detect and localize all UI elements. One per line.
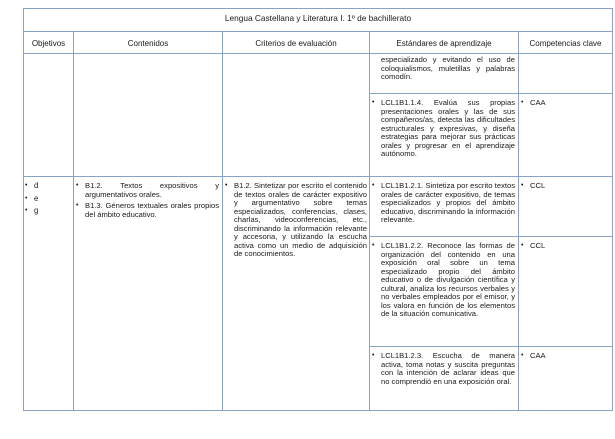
table-border-top: [23, 8, 612, 9]
bullet-icon: •: [372, 352, 375, 359]
bullet-icon: •: [25, 194, 28, 202]
standard-item: [372, 182, 515, 228]
standard-item: [372, 242, 515, 322]
bullet-icon: •: [372, 242, 375, 249]
column-divider: [222, 31, 223, 411]
standard-item: [372, 352, 515, 389]
competence-item: [521, 99, 611, 111]
table-border-bottom: [23, 410, 612, 411]
content-item: B1.2. Textos expositivos y argumentativos orales.: [85, 182, 219, 199]
header-criterios: Criterios de evaluación: [255, 39, 337, 48]
criterion-item: [225, 182, 367, 262]
header-row-divider: [23, 53, 612, 54]
bullet-icon: •: [521, 242, 524, 249]
bullet-icon: •: [521, 182, 524, 189]
competence-item: [521, 182, 611, 194]
bullet-icon: •: [225, 182, 228, 189]
competence-code: CAA: [530, 99, 546, 107]
column-divider: [369, 31, 370, 411]
row-divider: [369, 346, 612, 347]
standard-text: LCL1B1.2.3. Escucha de manera activa, toma notas y suscita preguntas con la intención de aclarar ideas que no comprendió en una exposición oral.: [381, 352, 515, 386]
competence-code: CCL: [530, 242, 546, 250]
header-contenidos: Contenidos: [127, 39, 169, 48]
row-divider: [369, 236, 612, 237]
header-objetivos: Objetivos: [31, 39, 66, 48]
objectives-list: [25, 180, 71, 218]
standard-text: LCL1B1.2.1. Sintetiza por escrito textos orales de carácter expositivo, de temas especializados y propios del ámbito educativo, discriminando la información relevante.: [381, 182, 515, 225]
content-item: B1.3. Géneros textuales orales propios del ámbito educativo.: [85, 201, 219, 219]
bullet-icon: •: [521, 352, 524, 359]
objective-letter: d: [34, 181, 39, 190]
competence-item: [521, 242, 611, 254]
block-divider: [23, 176, 612, 177]
bullet-icon: •: [25, 207, 28, 214]
header-estandares: Estándares de aprendizaje: [396, 39, 492, 48]
bullet-icon: •: [25, 182, 28, 189]
standard-continuation: especializado y evitando el uso de coloquialismos, muletillas y palabras comodín.: [381, 56, 515, 82]
row-divider: [369, 93, 612, 94]
bullet-icon: •: [521, 99, 524, 106]
title-row-divider: [23, 31, 612, 32]
objective-letter: g: [34, 206, 39, 215]
objective-letter: e: [34, 193, 39, 203]
standard-item: [372, 99, 515, 162]
competence-item: [521, 352, 611, 364]
bullet-icon: •: [372, 182, 375, 189]
bullet-icon: •: [76, 202, 79, 210]
column-divider: [73, 31, 74, 411]
table-border-left: [23, 8, 24, 411]
table-title: Lengua Castellana y Literatura I. 1º de bachillerato: [224, 13, 412, 23]
bullet-icon: •: [76, 182, 79, 189]
bullet-icon: •: [372, 99, 375, 106]
header-competencias: Competencias clave: [529, 39, 602, 48]
table-border-right: [612, 8, 613, 411]
standard-text: LCL1B1.2.2. Reconoce las formas de organización del contenido en una exposición oral sobre un tema especializado propio del ámbito educativo o de divulgación científica y cultural, analiza los recursos verbales y no verbales empleados por el emisor, y los valora en función de los elementos de la situación comunicativa.: [381, 242, 515, 319]
column-divider: [518, 31, 519, 411]
contents-list: [76, 182, 219, 222]
competence-code: CAA: [530, 352, 546, 360]
standard-text: LCL1B1.1.4. Evalúa sus propias presentaciones orales y las de sus compañeros/as, detecta las dificultades estructurales y expresivas, y diseña estrategias para mejorar sus prácticas orales y progresar en el aprendizaje autónomo.: [381, 99, 515, 159]
competence-code: CCL: [530, 182, 546, 190]
criterion-text: B1.2. Sintetizar por escrito el contenido de textos orales de carácter expositivo y argumentativo sobre temas especializados, conferencias, clases, charlas, videoconferencias, etc., discriminando la información relevante y accesoria, y utilizando la escucha activa como un medio de adquisición de conocimientos.: [234, 182, 367, 259]
